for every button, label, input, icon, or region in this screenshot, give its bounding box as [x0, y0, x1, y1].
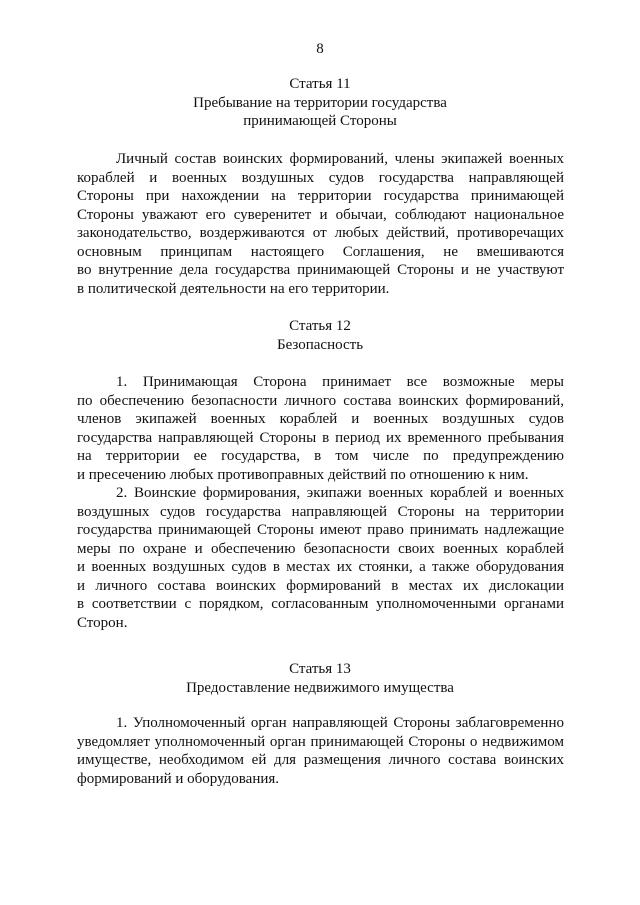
text-line: и военных воздушных судов в местах их стоянки, а также оборудования [77, 559, 564, 575]
article-13-paragraph-1 [77, 714, 564, 788]
text-line: Стороны уважают его суверенитет и обычаи, соблюдают национальное [77, 206, 564, 223]
text-line: в политической деятельности на его территории. [77, 280, 390, 297]
text-line: основным принципам настоящего Соглашения, не вмешиваются [77, 243, 564, 260]
article-12-heading [0, 317, 640, 354]
text-line: воздушных судов государства направляющей Стороны на территории [77, 503, 564, 520]
article-subtitle-line: Безопасность [276, 336, 364, 353]
text-line: 1. Уполномоченный орган направляющей Стороны заблаговременно [116, 715, 564, 731]
article-subtitle-line: Предоставление недвижимого имущества [186, 679, 454, 696]
text-line: на территории ее государства, в том числе по предупреждению [77, 448, 564, 464]
article-11-paragraph-1 [77, 150, 564, 298]
text-line: государства направляющей Стороны в период их временного пребывания [77, 429, 564, 446]
text-line: Стороны при нахождении на территории государства принимающей [77, 188, 564, 204]
text-line: и личного состава воинских формирований в местах их дислокации [77, 577, 564, 594]
text-line: и пресечению любых противоправных действий по отношению к ним. [77, 466, 529, 483]
text-line: во внутренние дела государства принимающей Стороны и не участвуют [77, 262, 564, 278]
text-line: меры по охране и обеспечению безопасности своих военных кораблей [77, 540, 564, 557]
text-line: государства принимающей Стороны имеют право принимать надлежащие [77, 522, 564, 538]
text-line: уведомляет уполномоченный орган принимающей Стороны о недвижимом [77, 733, 564, 750]
text-line: 1. Принимающая Сторона принимает все возможные меры [116, 374, 564, 390]
text-line: по обеспечению безопасности личного состава воинских формирований, [77, 392, 564, 409]
article-title: Статья 13 [289, 661, 351, 677]
article-12-paragraph-2 [77, 484, 564, 632]
text-line: в соответствии с порядком, согласованным уполномоченными органами [77, 596, 564, 612]
text-line: имуществе, необходимом ей для размещения личного состава воинских [77, 752, 564, 768]
article-13-heading [0, 660, 640, 697]
text-line: 2. Воинские формирования, экипажи военных кораблей и военных [116, 485, 564, 501]
article-subtitle-line: принимающей Стороны [243, 113, 397, 129]
article-11-heading [0, 75, 640, 131]
text-line: законодательство, воздерживаются от любых действий, противоречащих [77, 225, 564, 241]
article-12-paragraph-1 [77, 373, 564, 484]
article-title: Статья 11 [289, 76, 351, 92]
article-subtitle-line: Пребывание на территории государства [193, 94, 447, 111]
article-title: Статья 12 [289, 318, 351, 334]
page-number: 8 [316, 41, 324, 57]
text-line: Сторон. [77, 614, 128, 631]
text-line: Личный состав воинских формирований, члены экипажей военных [116, 151, 564, 167]
text-line: формирований и оборудования. [77, 770, 280, 787]
text-line: кораблей и военных воздушных судов государства направляющей [77, 169, 564, 186]
text-line: членов экипажей военных кораблей и военных воздушных судов [77, 411, 564, 427]
